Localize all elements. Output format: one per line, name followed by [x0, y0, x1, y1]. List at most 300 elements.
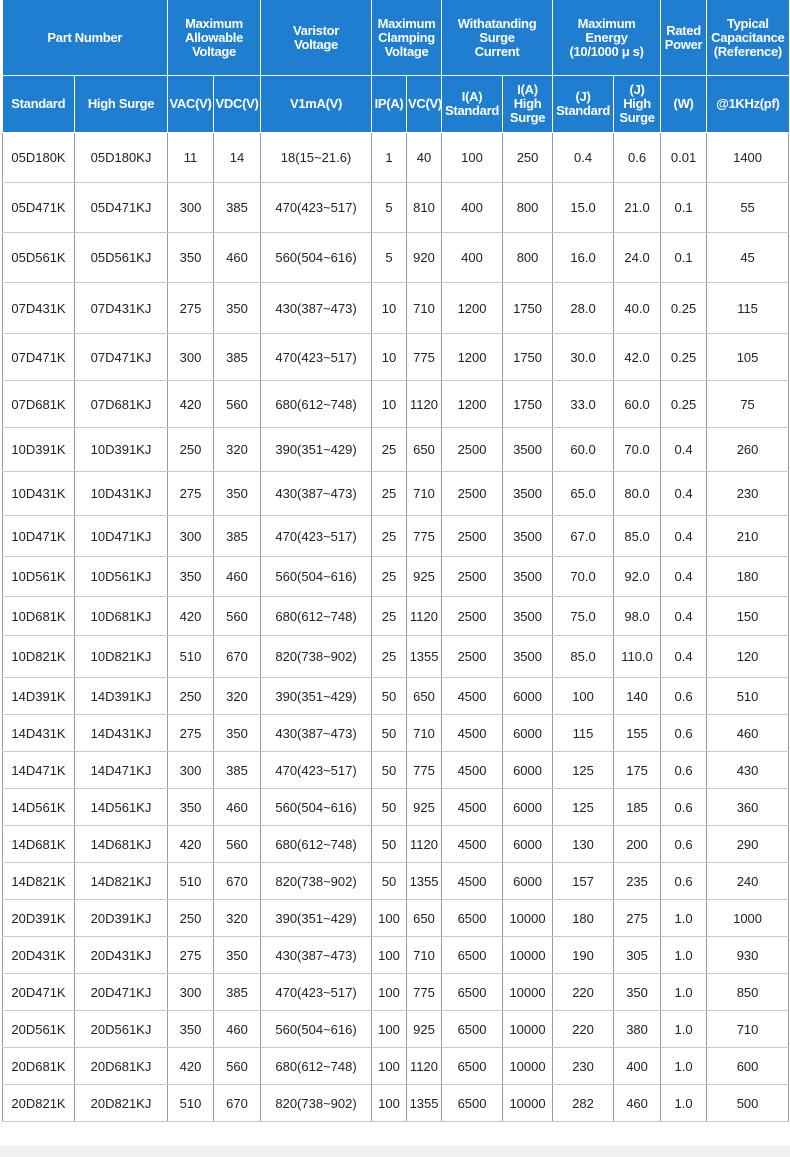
cell-current-standard: 6500	[442, 1085, 503, 1122]
cell-capacitance: 260	[707, 428, 789, 472]
cell-vc: 1355	[407, 636, 442, 678]
cell-high-surge: 14D681KJ	[75, 826, 168, 863]
cell-standard: 07D471K	[3, 334, 75, 381]
cell-vc: 650	[407, 900, 442, 937]
cell-energy-standard: 100	[553, 678, 614, 715]
cell-energy-high-surge: 185	[614, 789, 661, 826]
cell-rated-power: 0.1	[661, 233, 707, 283]
cell-capacitance: 45	[707, 233, 789, 283]
table-row	[3, 183, 789, 233]
cell-energy-standard: 85.0	[553, 636, 614, 678]
cell-standard: 14D471K	[3, 752, 75, 789]
cell-v1ma: 680(612~748)	[261, 1048, 372, 1085]
cell-current-high-surge: 1750	[503, 283, 553, 334]
cell-v1ma: 430(387~473)	[261, 283, 372, 334]
cell-vc: 810	[407, 183, 442, 233]
cell-capacitance: 210	[707, 516, 789, 557]
table-row	[3, 863, 789, 900]
cell-current-standard: 2500	[442, 557, 503, 597]
cell-standard: 05D180K	[3, 133, 75, 183]
cell-v1ma: 390(351~429)	[261, 900, 372, 937]
subheader-ip: IP(A)	[372, 76, 407, 133]
cell-energy-high-surge: 305	[614, 937, 661, 974]
cell-current-standard: 4500	[442, 789, 503, 826]
cell-standard: 14D431K	[3, 715, 75, 752]
table-row	[3, 557, 789, 597]
cell-v1ma: 560(504~616)	[261, 233, 372, 283]
cell-rated-power: 0.4	[661, 516, 707, 557]
cell-rated-power: 1.0	[661, 1048, 707, 1085]
cell-vac: 510	[168, 863, 214, 900]
cell-ip: 10	[372, 334, 407, 381]
cell-current-high-surge: 10000	[503, 974, 553, 1011]
cell-rated-power: 0.6	[661, 678, 707, 715]
cell-vdc: 350	[214, 472, 261, 516]
table-row	[3, 1085, 789, 1122]
cell-current-standard: 4500	[442, 826, 503, 863]
cell-current-high-surge: 6000	[503, 678, 553, 715]
cell-high-surge: 20D681KJ	[75, 1048, 168, 1085]
cell-capacitance: 230	[707, 472, 789, 516]
cell-high-surge: 20D391KJ	[75, 900, 168, 937]
cell-standard: 20D821K	[3, 1085, 75, 1122]
cell-standard: 05D561K	[3, 233, 75, 283]
subheader-standard: Standard	[3, 76, 75, 133]
subheader-vdc: VDC(V)	[214, 76, 261, 133]
cell-rated-power: 0.4	[661, 472, 707, 516]
cell-current-standard: 2500	[442, 472, 503, 516]
cell-energy-high-surge: 155	[614, 715, 661, 752]
cell-current-standard: 100	[442, 133, 503, 183]
cell-ip: 50	[372, 826, 407, 863]
cell-energy-standard: 157	[553, 863, 614, 900]
cell-vdc: 385	[214, 183, 261, 233]
cell-vac: 350	[168, 1011, 214, 1048]
cell-v1ma: 680(612~748)	[261, 597, 372, 636]
cell-v1ma: 430(387~473)	[261, 937, 372, 974]
cell-ip: 50	[372, 789, 407, 826]
cell-rated-power: 0.6	[661, 826, 707, 863]
varistor-spec-table	[2, 0, 789, 1122]
table-row	[3, 133, 789, 183]
cell-ip: 50	[372, 752, 407, 789]
cell-vdc: 670	[214, 1085, 261, 1122]
table-row	[3, 937, 789, 974]
cell-current-high-surge: 800	[503, 183, 553, 233]
cell-current-high-surge: 3500	[503, 557, 553, 597]
cell-high-surge: 05D180KJ	[75, 133, 168, 183]
subheader-vc: VC(V)	[407, 76, 442, 133]
cell-vac: 300	[168, 516, 214, 557]
cell-standard: 20D681K	[3, 1048, 75, 1085]
cell-capacitance: 430	[707, 752, 789, 789]
cell-current-high-surge: 10000	[503, 1011, 553, 1048]
cell-vac: 510	[168, 636, 214, 678]
cell-energy-standard: 282	[553, 1085, 614, 1122]
cell-vdc: 460	[214, 789, 261, 826]
cell-vdc: 14	[214, 133, 261, 183]
cell-vc: 775	[407, 516, 442, 557]
cell-vdc: 560	[214, 826, 261, 863]
cell-energy-high-surge: 24.0	[614, 233, 661, 283]
cell-capacitance: 115	[707, 283, 789, 334]
cell-energy-standard: 67.0	[553, 516, 614, 557]
cell-energy-high-surge: 80.0	[614, 472, 661, 516]
cell-rated-power: 1.0	[661, 1085, 707, 1122]
cell-vdc: 320	[214, 900, 261, 937]
cell-energy-high-surge: 60.0	[614, 381, 661, 428]
cell-energy-high-surge: 85.0	[614, 516, 661, 557]
cell-capacitance: 600	[707, 1048, 789, 1085]
cell-ip: 25	[372, 597, 407, 636]
cell-energy-standard: 15.0	[553, 183, 614, 233]
cell-ip: 25	[372, 516, 407, 557]
cell-capacitance: 180	[707, 557, 789, 597]
cell-vac: 250	[168, 428, 214, 472]
cell-current-high-surge: 6000	[503, 715, 553, 752]
cell-current-standard: 2500	[442, 516, 503, 557]
cell-standard: 20D561K	[3, 1011, 75, 1048]
cell-vc: 925	[407, 789, 442, 826]
cell-energy-standard: 33.0	[553, 381, 614, 428]
cell-standard: 20D471K	[3, 974, 75, 1011]
cell-ip: 10	[372, 283, 407, 334]
cell-energy-standard: 28.0	[553, 283, 614, 334]
cell-energy-high-surge: 98.0	[614, 597, 661, 636]
page-footer-band	[0, 1146, 790, 1157]
cell-vc: 650	[407, 678, 442, 715]
cell-high-surge: 05D561KJ	[75, 233, 168, 283]
table-body	[3, 133, 789, 1122]
cell-v1ma: 680(612~748)	[261, 826, 372, 863]
cell-vac: 250	[168, 900, 214, 937]
cell-standard: 10D471K	[3, 516, 75, 557]
cell-v1ma: 470(423~517)	[261, 334, 372, 381]
cell-vc: 710	[407, 472, 442, 516]
cell-high-surge: 07D471KJ	[75, 334, 168, 381]
cell-energy-standard: 16.0	[553, 233, 614, 283]
table-row	[3, 636, 789, 678]
cell-v1ma: 820(738~902)	[261, 1085, 372, 1122]
cell-current-high-surge: 6000	[503, 752, 553, 789]
cell-capacitance: 105	[707, 334, 789, 381]
subheader-high-surge: High Surge	[75, 76, 168, 133]
table-row	[3, 1048, 789, 1085]
cell-v1ma: 470(423~517)	[261, 516, 372, 557]
cell-ip: 50	[372, 678, 407, 715]
cell-energy-high-surge: 21.0	[614, 183, 661, 233]
table-row	[3, 715, 789, 752]
cell-current-high-surge: 10000	[503, 1085, 553, 1122]
cell-vac: 300	[168, 974, 214, 1011]
cell-current-standard: 1200	[442, 283, 503, 334]
cell-v1ma: 820(738~902)	[261, 636, 372, 678]
cell-energy-high-surge: 92.0	[614, 557, 661, 597]
subheader-capacitance-freq: @1KHz(pf)	[707, 76, 789, 133]
cell-vdc: 385	[214, 974, 261, 1011]
cell-rated-power: 0.25	[661, 334, 707, 381]
cell-capacitance: 240	[707, 863, 789, 900]
cell-vc: 1120	[407, 381, 442, 428]
cell-v1ma: 560(504~616)	[261, 1011, 372, 1048]
cell-current-standard: 4500	[442, 752, 503, 789]
cell-current-high-surge: 250	[503, 133, 553, 183]
cell-energy-standard: 115	[553, 715, 614, 752]
cell-standard: 20D391K	[3, 900, 75, 937]
cell-rated-power: 1.0	[661, 900, 707, 937]
cell-standard: 20D431K	[3, 937, 75, 974]
cell-energy-high-surge: 0.6	[614, 133, 661, 183]
cell-standard: 10D431K	[3, 472, 75, 516]
cell-vac: 300	[168, 183, 214, 233]
cell-vc: 775	[407, 752, 442, 789]
cell-v1ma: 820(738~902)	[261, 863, 372, 900]
cell-high-surge: 14D391KJ	[75, 678, 168, 715]
subheader-power-unit: (W)	[661, 76, 707, 133]
header-group-row	[3, 0, 789, 76]
cell-current-high-surge: 10000	[503, 937, 553, 974]
cell-rated-power: 1.0	[661, 974, 707, 1011]
cell-current-high-surge: 800	[503, 233, 553, 283]
cell-high-surge: 20D821KJ	[75, 1085, 168, 1122]
cell-capacitance: 850	[707, 974, 789, 1011]
cell-vc: 650	[407, 428, 442, 472]
cell-ip: 1	[372, 133, 407, 183]
table-row	[3, 472, 789, 516]
cell-vdc: 350	[214, 283, 261, 334]
cell-current-standard: 2500	[442, 636, 503, 678]
cell-energy-standard: 130	[553, 826, 614, 863]
cell-standard: 14D681K	[3, 826, 75, 863]
cell-vc: 925	[407, 1011, 442, 1048]
cell-ip: 100	[372, 974, 407, 1011]
cell-vac: 420	[168, 1048, 214, 1085]
cell-vac: 510	[168, 1085, 214, 1122]
cell-vac: 350	[168, 557, 214, 597]
cell-v1ma: 680(612~748)	[261, 381, 372, 428]
cell-ip: 100	[372, 1085, 407, 1122]
cell-rated-power: 0.6	[661, 715, 707, 752]
cell-energy-high-surge: 460	[614, 1085, 661, 1122]
cell-capacitance: 360	[707, 789, 789, 826]
table-row	[3, 428, 789, 472]
cell-vc: 1120	[407, 597, 442, 636]
cell-ip: 100	[372, 937, 407, 974]
subheader-current-standard: I(A) Standard	[442, 76, 503, 133]
cell-vc: 710	[407, 283, 442, 334]
cell-vac: 275	[168, 472, 214, 516]
cell-vdc: 560	[214, 597, 261, 636]
cell-current-standard: 6500	[442, 1011, 503, 1048]
cell-vac: 350	[168, 233, 214, 283]
cell-vdc: 670	[214, 636, 261, 678]
cell-vc: 710	[407, 715, 442, 752]
cell-energy-standard: 75.0	[553, 597, 614, 636]
cell-ip: 100	[372, 1048, 407, 1085]
cell-vdc: 385	[214, 334, 261, 381]
cell-current-standard: 4500	[442, 863, 503, 900]
cell-vac: 275	[168, 283, 214, 334]
cell-v1ma: 390(351~429)	[261, 428, 372, 472]
cell-vdc: 460	[214, 233, 261, 283]
cell-current-standard: 400	[442, 233, 503, 283]
subheader-v1ma: V1mA(V)	[261, 76, 372, 133]
cell-current-standard: 1200	[442, 334, 503, 381]
cell-v1ma: 390(351~429)	[261, 678, 372, 715]
cell-vdc: 560	[214, 1048, 261, 1085]
cell-rated-power: 0.4	[661, 597, 707, 636]
header-part-number: Part Number	[3, 0, 168, 76]
cell-energy-standard: 125	[553, 752, 614, 789]
cell-capacitance: 510	[707, 678, 789, 715]
cell-ip: 50	[372, 715, 407, 752]
cell-rated-power: 0.1	[661, 183, 707, 233]
subheader-energy-standard: (J) Standard	[553, 76, 614, 133]
cell-vdc: 350	[214, 715, 261, 752]
cell-standard: 10D821K	[3, 636, 75, 678]
cell-current-standard: 400	[442, 183, 503, 233]
cell-high-surge: 14D471KJ	[75, 752, 168, 789]
cell-current-standard: 4500	[442, 715, 503, 752]
table-row	[3, 752, 789, 789]
header-surge-current: Withatanding Surge Current	[442, 0, 553, 76]
cell-standard: 07D431K	[3, 283, 75, 334]
cell-rated-power: 0.4	[661, 636, 707, 678]
cell-ip: 25	[372, 472, 407, 516]
table-row	[3, 826, 789, 863]
cell-capacitance: 1400	[707, 133, 789, 183]
header-varistor-voltage: Varistor Voltage	[261, 0, 372, 76]
cell-vac: 11	[168, 133, 214, 183]
cell-v1ma: 470(423~517)	[261, 183, 372, 233]
cell-capacitance: 930	[707, 937, 789, 974]
cell-ip: 25	[372, 428, 407, 472]
cell-energy-high-surge: 380	[614, 1011, 661, 1048]
cell-energy-high-surge: 200	[614, 826, 661, 863]
cell-energy-high-surge: 175	[614, 752, 661, 789]
header-rated-power: Rated Power	[661, 0, 707, 76]
cell-standard: 05D471K	[3, 183, 75, 233]
cell-vac: 420	[168, 826, 214, 863]
cell-rated-power: 0.01	[661, 133, 707, 183]
cell-high-surge: 20D471KJ	[75, 974, 168, 1011]
cell-current-standard: 6500	[442, 1048, 503, 1085]
table-row	[3, 233, 789, 283]
table-row	[3, 974, 789, 1011]
cell-energy-standard: 190	[553, 937, 614, 974]
cell-energy-standard: 30.0	[553, 334, 614, 381]
cell-high-surge: 10D471KJ	[75, 516, 168, 557]
cell-vac: 300	[168, 334, 214, 381]
cell-high-surge: 10D391KJ	[75, 428, 168, 472]
cell-energy-standard: 65.0	[553, 472, 614, 516]
cell-rated-power: 0.6	[661, 789, 707, 826]
cell-high-surge: 07D431KJ	[75, 283, 168, 334]
cell-ip: 25	[372, 557, 407, 597]
header-typical-capacitance: Typical Capacitance (Reference)	[707, 0, 789, 76]
cell-current-standard: 1200	[442, 381, 503, 428]
cell-vc: 1120	[407, 1048, 442, 1085]
cell-vdc: 670	[214, 863, 261, 900]
cell-standard: 10D391K	[3, 428, 75, 472]
cell-standard: 14D561K	[3, 789, 75, 826]
cell-energy-high-surge: 350	[614, 974, 661, 1011]
cell-energy-high-surge: 42.0	[614, 334, 661, 381]
cell-vac: 420	[168, 381, 214, 428]
cell-rated-power: 1.0	[661, 1011, 707, 1048]
header-sub-row	[3, 76, 789, 133]
cell-current-high-surge: 6000	[503, 789, 553, 826]
cell-capacitance: 75	[707, 381, 789, 428]
cell-ip: 100	[372, 1011, 407, 1048]
table-row	[3, 1011, 789, 1048]
cell-vac: 300	[168, 752, 214, 789]
cell-vdc: 320	[214, 428, 261, 472]
cell-rated-power: 1.0	[661, 937, 707, 974]
cell-v1ma: 18(15~21.6)	[261, 133, 372, 183]
cell-capacitance: 290	[707, 826, 789, 863]
table-row	[3, 789, 789, 826]
cell-vdc: 460	[214, 1011, 261, 1048]
cell-vc: 1355	[407, 863, 442, 900]
cell-vac: 420	[168, 597, 214, 636]
cell-energy-high-surge: 40.0	[614, 283, 661, 334]
header-max-clamping-voltage: Maximum Clamping Voltage	[372, 0, 442, 76]
cell-vc: 925	[407, 557, 442, 597]
cell-vdc: 560	[214, 381, 261, 428]
cell-rated-power: 0.4	[661, 428, 707, 472]
cell-vac: 275	[168, 715, 214, 752]
cell-current-high-surge: 3500	[503, 472, 553, 516]
subheader-vac: VAC(V)	[168, 76, 214, 133]
cell-ip: 5	[372, 233, 407, 283]
cell-v1ma: 430(387~473)	[261, 715, 372, 752]
cell-ip: 50	[372, 863, 407, 900]
cell-current-high-surge: 3500	[503, 516, 553, 557]
table-row	[3, 900, 789, 937]
cell-vdc: 320	[214, 678, 261, 715]
cell-current-high-surge: 6000	[503, 863, 553, 900]
cell-rated-power: 0.6	[661, 752, 707, 789]
cell-high-surge: 05D471KJ	[75, 183, 168, 233]
cell-capacitance: 55	[707, 183, 789, 233]
cell-current-standard: 6500	[442, 900, 503, 937]
cell-current-high-surge: 3500	[503, 597, 553, 636]
cell-vc: 1120	[407, 826, 442, 863]
cell-vdc: 350	[214, 937, 261, 974]
cell-current-standard: 4500	[442, 678, 503, 715]
cell-capacitance: 500	[707, 1085, 789, 1122]
cell-rated-power: 0.25	[661, 283, 707, 334]
cell-high-surge: 20D431KJ	[75, 937, 168, 974]
cell-vc: 920	[407, 233, 442, 283]
subheader-current-high-surge: I(A) High Surge	[503, 76, 553, 133]
cell-energy-standard: 0.4	[553, 133, 614, 183]
cell-vdc: 385	[214, 516, 261, 557]
cell-v1ma: 470(423~517)	[261, 752, 372, 789]
cell-energy-standard: 220	[553, 974, 614, 1011]
table-row	[3, 516, 789, 557]
table-row	[3, 283, 789, 334]
cell-vc: 775	[407, 974, 442, 1011]
cell-current-high-surge: 3500	[503, 636, 553, 678]
cell-vac: 250	[168, 678, 214, 715]
cell-high-surge: 10D431KJ	[75, 472, 168, 516]
cell-current-high-surge: 1750	[503, 334, 553, 381]
cell-rated-power: 0.25	[661, 381, 707, 428]
cell-vc: 40	[407, 133, 442, 183]
cell-standard: 10D681K	[3, 597, 75, 636]
